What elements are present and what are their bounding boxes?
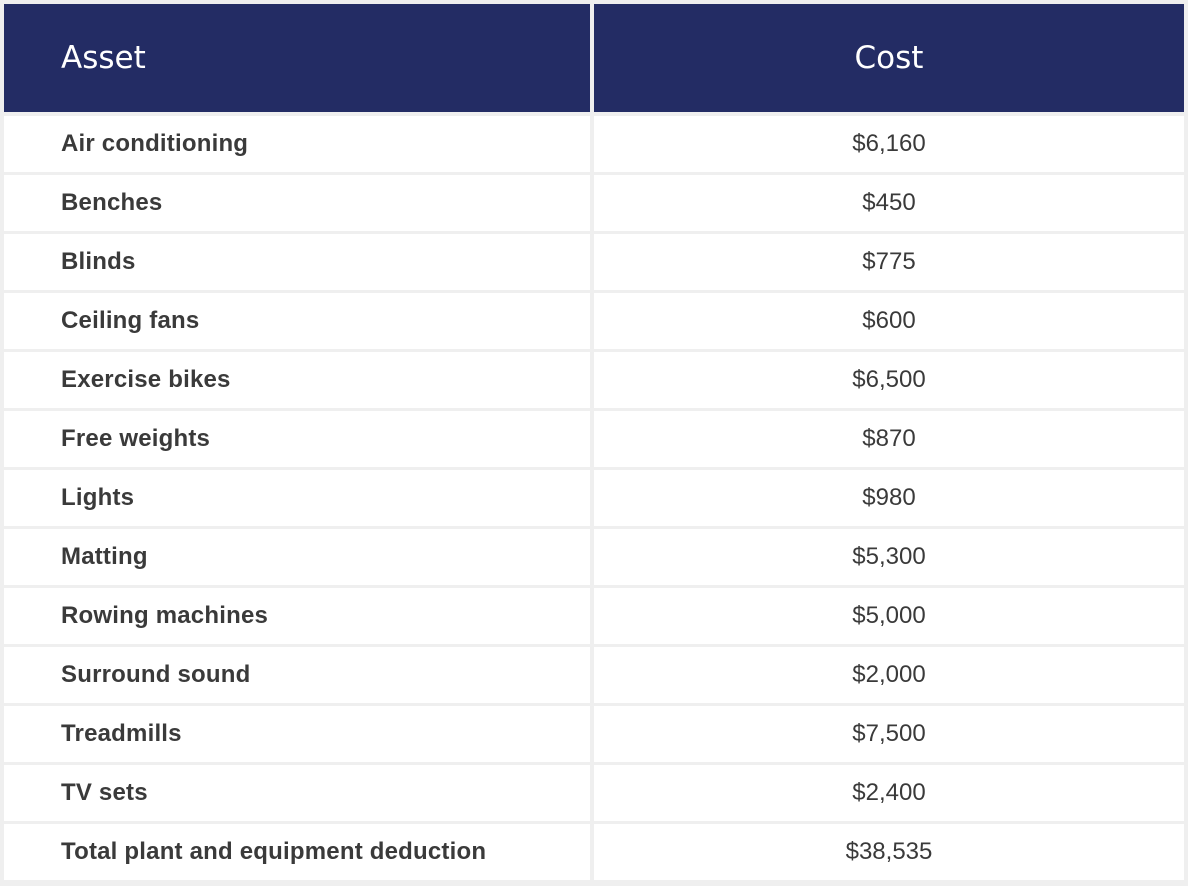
cost-cell: $5,300 <box>594 529 1184 585</box>
table-row <box>4 293 1184 349</box>
table-row <box>4 175 1184 231</box>
table-row <box>4 352 1184 408</box>
total-label-cell: Total plant and equipment deduction <box>4 824 590 880</box>
table-row <box>4 647 1184 703</box>
asset-cell: Treadmills <box>4 706 590 762</box>
cost-cell: $2,400 <box>594 765 1184 821</box>
cost-cell: $7,500 <box>594 706 1184 762</box>
table-row <box>4 116 1184 172</box>
asset-cell: Exercise bikes <box>4 352 590 408</box>
asset-cell: Surround sound <box>4 647 590 703</box>
cost-cell: $5,000 <box>594 588 1184 644</box>
asset-cell: Rowing machines <box>4 588 590 644</box>
cost-cell: $600 <box>594 293 1184 349</box>
table-row <box>4 470 1184 526</box>
asset-cell: Benches <box>4 175 590 231</box>
asset-cell: Ceiling fans <box>4 293 590 349</box>
cost-cell: $870 <box>594 411 1184 467</box>
cost-cell: $6,500 <box>594 352 1184 408</box>
asset-cell: TV sets <box>4 765 590 821</box>
asset-cell: Air conditioning <box>4 116 590 172</box>
cost-cell: $2,000 <box>594 647 1184 703</box>
asset-cell: Blinds <box>4 234 590 290</box>
asset-cell: Matting <box>4 529 590 585</box>
cost-cell: $775 <box>594 234 1184 290</box>
table-row <box>4 706 1184 762</box>
cost-cell: $980 <box>594 470 1184 526</box>
table-row <box>4 529 1184 585</box>
asset-cell: Free weights <box>4 411 590 467</box>
total-cost-cell: $38,535 <box>594 824 1184 880</box>
column-header-asset: Asset <box>4 4 590 112</box>
cost-cell: $450 <box>594 175 1184 231</box>
table-header-row <box>4 4 1184 112</box>
column-header-cost: Cost <box>594 4 1184 112</box>
asset-cell: Lights <box>4 470 590 526</box>
table-row <box>4 765 1184 821</box>
table-row <box>4 411 1184 467</box>
table-row <box>4 588 1184 644</box>
cost-cell: $6,160 <box>594 116 1184 172</box>
table-row <box>4 234 1184 290</box>
table-row-total <box>4 824 1184 880</box>
